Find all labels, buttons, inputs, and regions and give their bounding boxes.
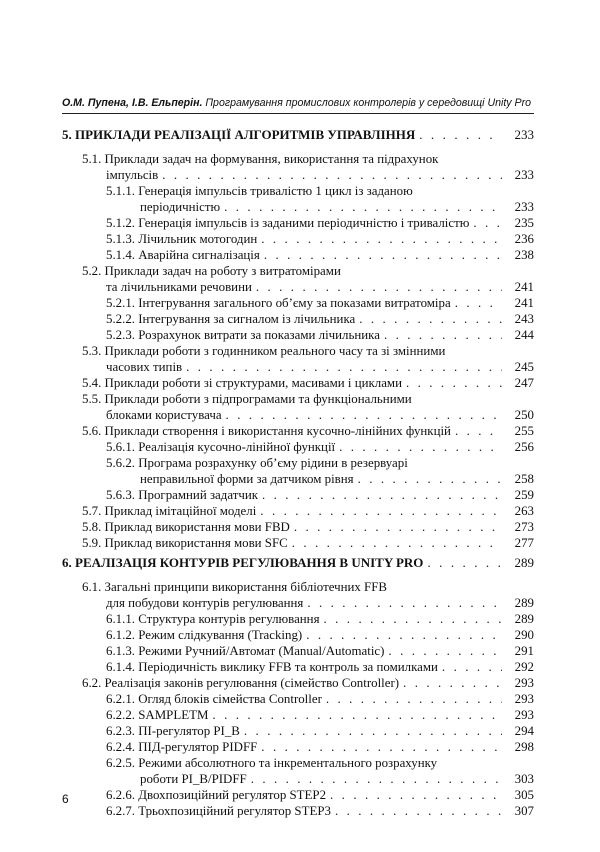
toc-page-number: 250 bbox=[514, 408, 534, 422]
toc-page-number: 263 bbox=[514, 504, 534, 518]
toc-entry-title: 5.1.4. Аварійна сигналізація bbox=[106, 248, 260, 262]
toc-page-number: 303 bbox=[514, 772, 534, 786]
toc-entry[interactable] bbox=[62, 215, 534, 231]
toc-leader-dots bbox=[427, 555, 502, 571]
toc-entry-title: 5.9. Приклад використання мови SFC bbox=[82, 536, 288, 550]
toc-page-number: 298 bbox=[514, 740, 534, 754]
toc-entry[interactable] bbox=[62, 739, 534, 755]
toc-page-number: 236 bbox=[514, 232, 534, 246]
toc-page-number: 247 bbox=[514, 376, 534, 390]
toc-entry[interactable] bbox=[62, 503, 534, 519]
toc-entry[interactable] bbox=[62, 627, 534, 643]
toc-leader-dots bbox=[326, 691, 502, 707]
toc-entry-title: 5. ПРИКЛАДИ РЕАЛІЗАЦІЇ АЛГОРИТМІВ УПРАВЛІННЯ bbox=[62, 127, 416, 142]
toc-page-number: 293 bbox=[514, 676, 534, 690]
toc-page-number: 305 bbox=[514, 788, 534, 802]
toc-leader-dots bbox=[212, 707, 502, 723]
toc-entry-title: 6.2.5. Режими абсолютного та інкрементального розрахунку bbox=[106, 756, 438, 770]
toc-page-number: 255 bbox=[514, 424, 534, 438]
toc-entry[interactable] bbox=[62, 439, 534, 455]
toc-entry-title: 6. РЕАЛІЗАЦІЯ КОНТУРІВ РЕГУЛЮВАННЯ В UNITY PRO bbox=[62, 555, 424, 570]
toc-entry-title: імпульсів bbox=[106, 168, 159, 182]
toc-leader-dots bbox=[442, 659, 502, 675]
toc-leader-dots bbox=[455, 423, 502, 439]
toc-leader-dots bbox=[260, 503, 502, 519]
toc-entry-title: 6.2.3. ПІ-регулятор PI_B bbox=[106, 724, 240, 738]
toc-leader-dots bbox=[403, 675, 502, 691]
toc-page-number: 291 bbox=[514, 644, 534, 658]
toc-entry[interactable] bbox=[62, 199, 534, 215]
running-head-authors: О.М. Пупена, І.В. Ельперін. bbox=[62, 97, 203, 109]
toc-entry[interactable] bbox=[62, 579, 534, 595]
toc-entry-title: 5.2. Приклади задач на роботу з витратомірами bbox=[82, 264, 341, 278]
toc-page-number: 241 bbox=[514, 296, 534, 310]
toc-entry[interactable] bbox=[62, 803, 534, 819]
toc-entry[interactable] bbox=[62, 771, 534, 787]
toc-entry[interactable] bbox=[62, 535, 534, 551]
toc-entry[interactable] bbox=[62, 151, 534, 167]
toc-entry-title: 5.3. Приклади роботи з годинником реального часу та зі змінними bbox=[82, 344, 446, 358]
toc-page-number: 235 bbox=[514, 216, 534, 230]
toc-entry-title: 6.1. Загальні принципи використання бібліотечних FFB bbox=[82, 580, 387, 594]
toc-entry[interactable] bbox=[62, 755, 534, 771]
toc-entry[interactable] bbox=[62, 183, 534, 199]
toc-leader-dots bbox=[264, 247, 502, 263]
toc-entry-title: часових типів bbox=[106, 360, 183, 374]
toc-entry-title: 6.1.4. Періодичність виклику FFB та контроль за помилками bbox=[106, 660, 438, 674]
toc-page-number: 258 bbox=[514, 472, 534, 486]
toc-leader-dots bbox=[473, 215, 502, 231]
toc-leader-dots bbox=[324, 611, 502, 627]
toc-page-number: 277 bbox=[514, 536, 534, 550]
toc-leader-dots bbox=[455, 295, 502, 311]
toc-leader-dots bbox=[306, 627, 502, 643]
toc-entry-title: 5.4. Приклади роботи зі структурами, масивами і циклами bbox=[82, 376, 402, 390]
toc-leader-dots bbox=[388, 643, 502, 659]
toc-entry[interactable] bbox=[62, 311, 534, 327]
toc-page-number: 293 bbox=[514, 692, 534, 706]
toc-entry-title: 5.6.2. Програма розрахунку об’єму рідини в резервуарі bbox=[106, 456, 408, 470]
toc-entry-title: 6.1.2. Режим слідкування (Tracking) bbox=[106, 628, 303, 642]
toc-leader-dots bbox=[335, 803, 502, 819]
toc-entry-title: 6.1.1. Структура контурів регулювання bbox=[106, 612, 320, 626]
toc-page-number: 294 bbox=[514, 724, 534, 738]
toc-leader-dots bbox=[406, 375, 502, 391]
toc-entry-title: 6.2.2. SAMPLETM bbox=[106, 708, 209, 722]
toc-entry-title: для побудови контурів регулювання bbox=[106, 596, 304, 610]
toc-leader-dots bbox=[261, 739, 502, 755]
toc-entry[interactable] bbox=[62, 611, 534, 627]
toc-page-number: 241 bbox=[514, 280, 534, 294]
toc-entry-title: 5.1.3. Лічильник мотогодин bbox=[106, 232, 258, 246]
toc-leader-dots bbox=[162, 167, 502, 183]
toc-page-number: 243 bbox=[514, 312, 534, 326]
toc-leader-dots bbox=[384, 327, 502, 343]
toc-page-number: 292 bbox=[514, 660, 534, 674]
toc-entry[interactable] bbox=[62, 327, 534, 343]
toc-entry[interactable] bbox=[62, 519, 534, 535]
toc-entry-title: 6.2.6. Двохпозиційний регулятор STEP2 bbox=[106, 788, 327, 802]
toc-leader-dots bbox=[261, 231, 502, 247]
toc-entry-title: 5.5. Приклади роботи з підпрограмами та функціональними bbox=[82, 392, 412, 406]
toc-page-number: 289 bbox=[514, 555, 534, 570]
toc-entry[interactable] bbox=[62, 407, 534, 423]
toc-entry-title: періодичністю bbox=[140, 200, 221, 214]
toc-page-number: 238 bbox=[514, 248, 534, 262]
toc-chapter[interactable] bbox=[62, 127, 534, 147]
toc-chapter[interactable] bbox=[62, 555, 534, 575]
toc-entry-title: 5.6.3. Програмний задатчик bbox=[106, 488, 258, 502]
toc-page-number: 256 bbox=[514, 440, 534, 454]
toc-page-number: 233 bbox=[514, 200, 534, 214]
toc-entry-title: 6.2.1. Огляд блоків сімейства Controller bbox=[106, 692, 322, 706]
toc-entry[interactable] bbox=[62, 471, 534, 487]
toc-entry[interactable] bbox=[62, 455, 534, 471]
toc-entry-title: 5.2.3. Розрахунок витрати за показами лічильника bbox=[106, 328, 380, 342]
toc-entry[interactable] bbox=[62, 659, 534, 675]
toc-page-number: 244 bbox=[514, 328, 534, 342]
toc-entry-title: 5.2.2. Інтегрування за сигналом із лічильника bbox=[106, 312, 356, 326]
toc-entry-title: 5.6.1. Реалізація кусочно-лінійної функції bbox=[106, 440, 336, 454]
toc-entry[interactable] bbox=[62, 231, 534, 247]
toc-page-number: 307 bbox=[514, 804, 534, 818]
toc-leader-dots bbox=[358, 471, 502, 487]
toc-entry-title: роботи PI_B/PIDFF bbox=[140, 772, 247, 786]
toc-page-number: 233 bbox=[514, 127, 534, 142]
toc-leader-dots bbox=[419, 127, 502, 143]
toc-entry-title: 5.6. Приклади створення і використання кусочно-лінійних функцій bbox=[82, 424, 451, 438]
toc-entry[interactable] bbox=[62, 595, 534, 611]
toc-entry-title: 5.2.1. Інтегрування загального об’єму за показами витратоміра bbox=[106, 296, 451, 310]
toc-page-number: 245 bbox=[514, 360, 534, 374]
header-rule bbox=[62, 113, 534, 114]
toc-entry-title: блоками користувача bbox=[106, 408, 222, 422]
toc-entry[interactable] bbox=[62, 723, 534, 739]
toc-entry[interactable] bbox=[62, 423, 534, 439]
page-number: 6 bbox=[62, 792, 69, 806]
running-head-title: Програмування промислових контролерів у середовищі Unity Pro bbox=[202, 97, 532, 109]
toc-leader-dots bbox=[224, 199, 502, 215]
toc-page-number: 293 bbox=[514, 708, 534, 722]
toc-entry-title: та лічильниками речовини bbox=[106, 280, 252, 294]
toc-page-number: 290 bbox=[514, 628, 534, 642]
toc-leader-dots bbox=[359, 311, 502, 327]
toc-entry-title: 5.1.2. Генерація імпульсів із заданими періодичністю і тривалістю bbox=[106, 216, 470, 230]
running-head bbox=[62, 97, 538, 109]
toc-entry-title: неправильної форми за датчиком рівня bbox=[140, 472, 354, 486]
toc-entry[interactable] bbox=[62, 787, 534, 803]
toc-entry[interactable] bbox=[62, 487, 534, 503]
toc-entry[interactable] bbox=[62, 707, 534, 723]
toc-leader-dots bbox=[262, 487, 502, 503]
toc-entry[interactable] bbox=[62, 691, 534, 707]
toc-entry-title: 6.1.3. Режими Ручний/Автомат (Manual/Automatic) bbox=[106, 644, 385, 658]
toc-entry[interactable] bbox=[62, 295, 534, 311]
toc-leader-dots bbox=[226, 407, 502, 423]
toc-entry[interactable] bbox=[62, 263, 534, 279]
toc-entry-title: 5.1.1. Генерація імпульсів тривалістю 1 цикл із заданою bbox=[106, 184, 413, 198]
toc-entry-title: 6.2. Реалізація законів регулювання (сімейство Controller) bbox=[82, 676, 400, 690]
toc-page-number: 289 bbox=[514, 612, 534, 626]
toc-leader-dots bbox=[330, 787, 502, 803]
toc-leader-dots bbox=[251, 771, 502, 787]
toc-entry[interactable] bbox=[62, 391, 534, 407]
toc-page-number: 289 bbox=[514, 596, 534, 610]
toc-entry[interactable] bbox=[62, 343, 534, 359]
toc-entry-title: 6.2.7. Трьохпозиційний регулятор STEP3 bbox=[106, 804, 331, 818]
toc-entry[interactable] bbox=[62, 279, 534, 295]
toc-leader-dots bbox=[292, 535, 502, 551]
toc-leader-dots bbox=[307, 595, 502, 611]
toc-leader-dots bbox=[294, 519, 502, 535]
toc-entry-title: 5.8. Приклад використання мови FBD bbox=[82, 520, 290, 534]
toc-entry[interactable] bbox=[62, 247, 534, 263]
toc-leader-dots bbox=[256, 279, 502, 295]
toc-entry-title: 5.1. Приклади задач на формування, використання та підрахунок bbox=[82, 152, 439, 166]
toc-entry[interactable] bbox=[62, 375, 534, 391]
toc-page-number: 259 bbox=[514, 488, 534, 502]
toc-entry[interactable] bbox=[62, 359, 534, 375]
toc-entry[interactable] bbox=[62, 167, 534, 183]
toc-entry[interactable] bbox=[62, 675, 534, 691]
table-of-contents bbox=[62, 127, 534, 819]
toc-entry-title: 5.7. Приклад імітаційної моделі bbox=[82, 504, 257, 518]
toc-entry-title: 6.2.4. ПІД-регулятор PIDFF bbox=[106, 740, 258, 754]
toc-leader-dots bbox=[186, 359, 502, 375]
toc-entry[interactable] bbox=[62, 643, 534, 659]
toc-leader-dots bbox=[244, 723, 502, 739]
toc-page-number: 233 bbox=[514, 168, 534, 182]
toc-page-number: 273 bbox=[514, 520, 534, 534]
toc-leader-dots bbox=[339, 439, 502, 455]
